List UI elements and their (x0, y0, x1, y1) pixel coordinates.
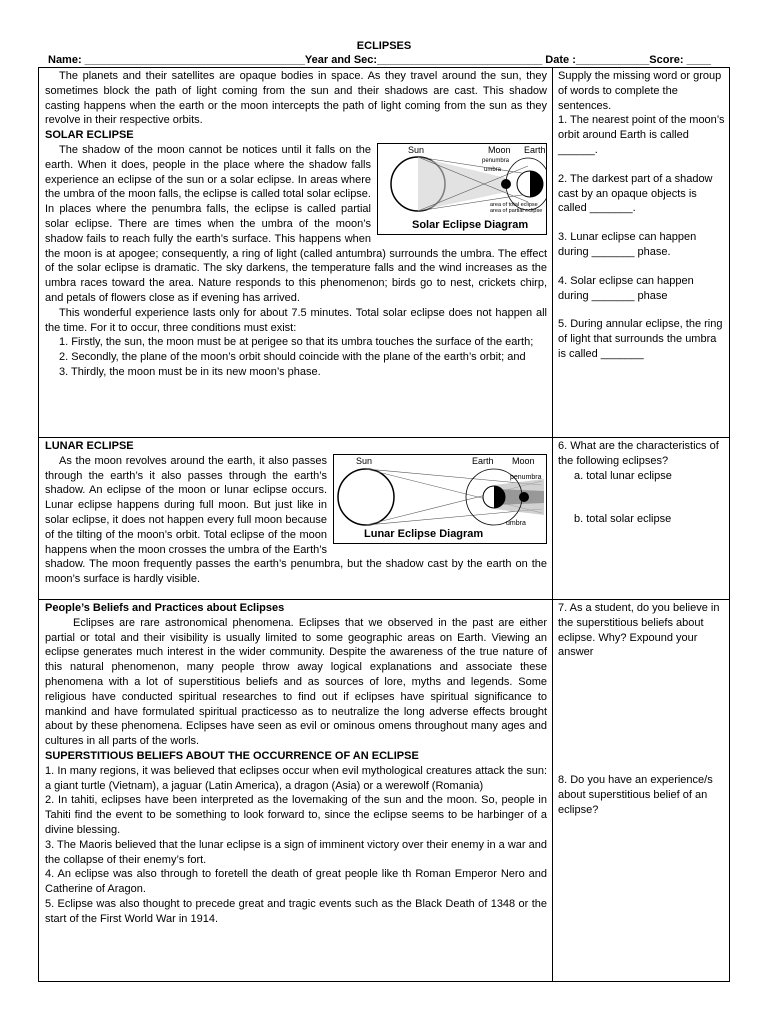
question-6b: b. total solar eclipse (574, 513, 672, 526)
penumbra-label: penumbra (482, 157, 510, 164)
moon-shape (501, 179, 511, 189)
condition-1: 1. Firstly, the sun, the moon must be at perigee so that its umbra touches the surface of the earth; (59, 336, 534, 349)
question-4: 4. Solar eclipse can happen during _______ phase (558, 274, 694, 302)
lunar-eclipse-diagram (333, 454, 547, 544)
beliefs-paragraph: Eclipses are rare astronomical phenomena. Eclipses that we observed in the past are either partial or total and their visibility is usually limited to some geographic areas on Earth. Viewing an eclipse generates much interest in the wider community. Despite the awareness of the true nature of this natural phenomenon, many people throw away logical explanations and associate these phenomena with a lot of superstitious beliefs and as sources of lore, myths and legends. Some religious have conducted spiritual researches to find out if eclipses have spiritual significance to mankind and have formulated spiritual practicesso as to neutralize the long adverse effects brought about by these phenomena. Eclipses have seen as evil or ominous omens throughout many ages and cultures in all parts of the worls. (45, 616, 547, 748)
intro-paragraph: The planets and their satellites are opaque bodies in space. As they travel around the sun, they sometimes block the path of light coming from the sun and their shadows are cast. This shadow casting happens when the earth or the moon intercepts the path of light coming from the sun as they revolve in their respective orbits. (45, 70, 547, 127)
sun-shape (338, 469, 394, 525)
umbra-label: umbra (484, 166, 502, 173)
worksheet-title: ECLIPSES (356, 40, 412, 52)
questions-column-3 (553, 600, 729, 981)
earth-label: Earth (472, 455, 494, 466)
condition-2: 2. Secondly, the plane of the moon’s orbit should coincide with the plane of the earth’s orbit; and (59, 351, 526, 364)
partial-area-label: area of partial eclipse (490, 207, 543, 214)
question-5: 5. During annular eclipse, the ring of light that surrounds the umbra is called _______ (558, 318, 723, 360)
duration-paragraph: This wonderful experience lasts only for about 7.5 minutes. Total solar eclipse does not happen all the time. For it to occur, three conditions must exist: (45, 306, 547, 334)
solar-eclipse-heading: SOLAR ECLIPSE (45, 129, 134, 142)
belief-3: 3. The Maoris believed that the lunar eclipse is a sign of imminent victory over their enemy in a war and the collapse of their enemy’s fort. (45, 838, 547, 866)
lunar-eclipse-paragraph: As the moon revolves around the earth, it also passes through the earth’s it also passes through the earth’s shadow. An eclipse of the moon or lunar eclipse occurs. Lunar eclipse happens during full moon. But just like in solar eclipse, it does not happen every full moon because of the tilting of the moon’s orbit. Total eclipse of the moon happens when the moon crosses the umbra of the Earth’s shadow. The moon frequently passes the earth’s penumbra, but the shadow cast by the earth on the moon’s surface is hardly visible. (45, 454, 547, 586)
earth-label: Earth (524, 144, 546, 155)
question-7: 7. As a student, do you believe in the superstitious beliefs about eclipse. Why? Expound your answer (558, 602, 720, 659)
worksheet-table (38, 67, 730, 982)
question-6a: a. total lunar eclipse (574, 469, 672, 482)
question-8: 8. Do you have an experience/s about superstitious belief of an eclipse? (558, 774, 713, 816)
condition-3: 3. Thirdly, the moon must be in its new moon’s phase. (59, 365, 321, 378)
sun-label: Sun (356, 455, 373, 466)
solar-eclipse-row (39, 68, 729, 438)
belief-5: 5. Eclipse was also thought to precede great and tragic events such as the Black Death of 1348 or the start of the First World War in 1914. (45, 897, 547, 925)
umbra-label: umbra (506, 519, 526, 527)
penumbra-label: penumbra (510, 473, 542, 481)
solar-diagram-caption: Solar Eclipse Diagram (412, 218, 529, 231)
question-2: 2. The darkest part of a shadow cast by an opaque objects is called _______. (558, 172, 713, 215)
question-1: 1. The nearest point of the moon’s orbit around Earth is called ______. (558, 114, 725, 156)
moon-label: Moon (512, 455, 535, 466)
belief-2: 2. In tahiti, eclipses have been interpreted as the lovemaking of the sun and the moon. So, people in Tahiti find the event to be something to look forward to, since the eclipse seems to be harbinger of a divine blessing. (45, 794, 547, 836)
lunar-eclipse-reading (39, 438, 553, 599)
moon-shape (519, 492, 529, 502)
beliefs-heading: People’s Beliefs and Practices about Eclipses (45, 602, 285, 614)
lunar-eclipse-heading: LUNAR ECLIPSE (45, 440, 134, 452)
fill-blank-instruction: Supply the missing word or group of words to complete the sentences. (558, 70, 722, 112)
solar-eclipse-diagram (377, 143, 547, 235)
solar-eclipse-paragraph: The shadow of the moon cannot be notices until it falls on the earth. When it does, people in the place where the shadow falls experience an eclipse of the sun or a solar eclipse. In areas where the umbra of the moon falls, the eclipse is called total solar eclipse. In places where the penumbra falls, the eclipse is called partial solar eclipse. There are times when the umbra of the moon’s shadow fails to reach fully the earth’s surface. This happens when the moon is at apogee; consequently, a ring of light (called antumbra) surrounds the umbra. The effect of the solar eclipse is dramatic. The sky darkens, the temperature falls and the wind increases as the umbra races toward the area. Nature responds to this phenomenon; birds go to nest, crickets chirp, and petals of flowers close as if evening has arrived. (45, 143, 547, 304)
total-area-label: area of total eclipse (490, 201, 538, 208)
sun-label: Sun (408, 144, 425, 155)
beliefs-reading (39, 600, 553, 981)
questions-column-1 (553, 68, 729, 437)
beliefs-row (39, 600, 729, 981)
questions-column-2 (553, 438, 729, 599)
belief-4: 4. An eclipse was also through to foretell the death of great people like th Roman Emperor Nero and Catherine of Aragon. (45, 868, 547, 896)
lunar-eclipse-row (39, 438, 729, 600)
student-info-line: Name: ____________________________________Year and Sec:___________________________ Date :____________Score: ____ (48, 54, 712, 66)
question-6: 6. What are the characteristics of the following eclipses? (558, 440, 719, 467)
belief-1: 1. In many regions, it was believed that eclipses occur when evil mythological creatures attack the sun: a giant turtle (Vietnam), a jaguar (Latin America), a dragon (Asia) or a werewolf (Romania) (45, 764, 547, 792)
lunar-diagram-caption: Lunar Eclipse Diagram (364, 527, 484, 540)
superstitious-beliefs-heading: SUPERSTITIOUS BELIEFS ABOUT THE OCCURRENCE OF AN ECLIPSE (45, 749, 419, 762)
moon-label: Moon (488, 144, 511, 155)
question-3: 3. Lunar eclipse can happen during _______ phase. (558, 231, 697, 258)
solar-eclipse-reading (39, 68, 553, 437)
